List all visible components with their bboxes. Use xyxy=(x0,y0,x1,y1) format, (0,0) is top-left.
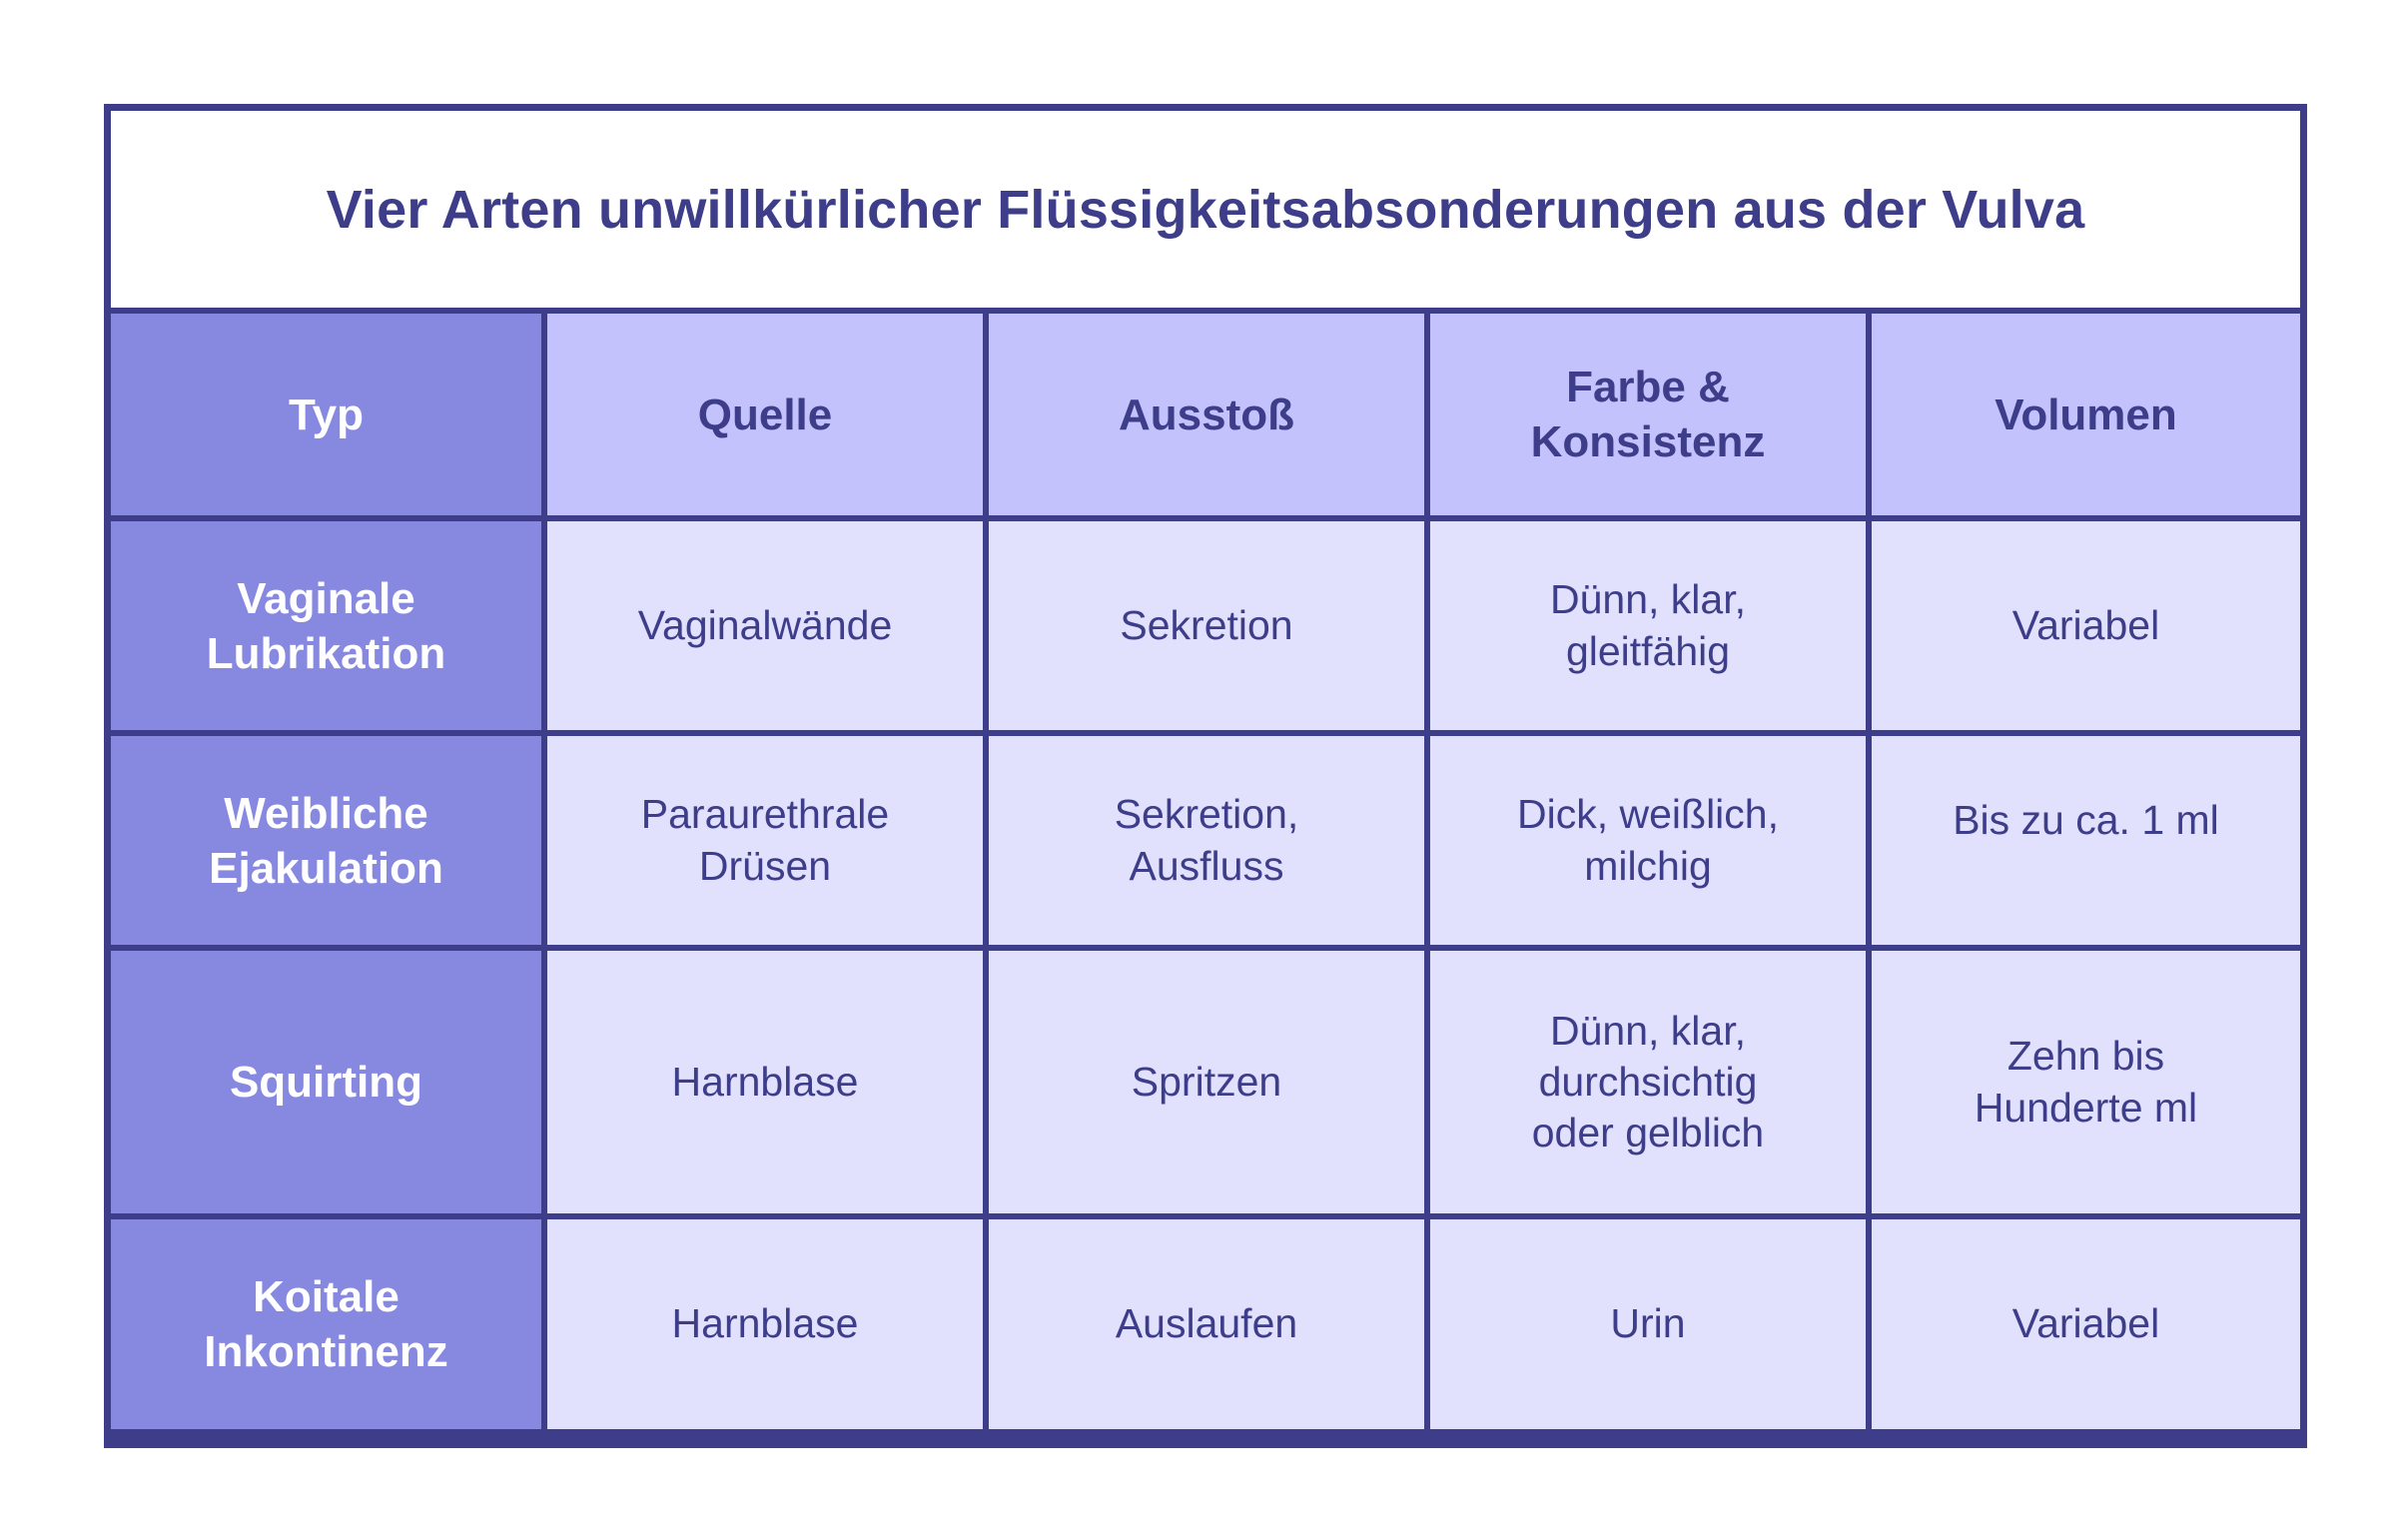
table-cell: Vaginalwände xyxy=(547,521,983,730)
header-type: Typ xyxy=(111,314,541,515)
table-cell: Harnblase xyxy=(547,951,983,1213)
table-cell: Spritzen xyxy=(989,951,1424,1213)
table-cell: Zehn bis Hunderte ml xyxy=(1872,951,2300,1213)
header-color-consistency: Farbe & Konsistenz xyxy=(1430,314,1866,515)
table-cell: Bis zu ca. 1 ml xyxy=(1872,736,2300,945)
table-cell: Variabel xyxy=(1872,1219,2300,1429)
table-cell: Sekretion xyxy=(989,521,1424,730)
row-type-vaginal-lubrication: Vaginale Lubrikation xyxy=(111,521,541,730)
header-volume: Volumen xyxy=(1872,314,2300,515)
row-type-squirting: Squirting xyxy=(111,951,541,1213)
table-cell: Dünn, klar, gleitfähig xyxy=(1430,521,1866,730)
table-cell: Sekretion, Ausfluss xyxy=(989,736,1424,945)
comparison-table xyxy=(104,104,2307,1448)
header-source: Quelle xyxy=(547,314,983,515)
table-cell: Auslaufen xyxy=(989,1219,1424,1429)
table-cell: Dünn, klar, durchsichtig oder gelblich xyxy=(1430,951,1866,1213)
row-type-female-ejaculation: Weibliche Ejakulation xyxy=(111,736,541,945)
table-cell: Paraurethrale Drüsen xyxy=(547,736,983,945)
table-title: Vier Arten unwillkürlicher Flüssigkeitsabsonderungen aus der Vulva xyxy=(326,179,2085,240)
row-type-coital-incontinence: Koitale Inkontinenz xyxy=(111,1219,541,1429)
table-cell: Variabel xyxy=(1872,521,2300,730)
table-cell: Harnblase xyxy=(547,1219,983,1429)
title-bar xyxy=(111,111,2300,308)
table-cell: Dick, weißlich, milchig xyxy=(1430,736,1866,945)
table-cell: Urin xyxy=(1430,1219,1866,1429)
header-output: Ausstoß xyxy=(989,314,1424,515)
table-grid xyxy=(111,314,2300,1441)
